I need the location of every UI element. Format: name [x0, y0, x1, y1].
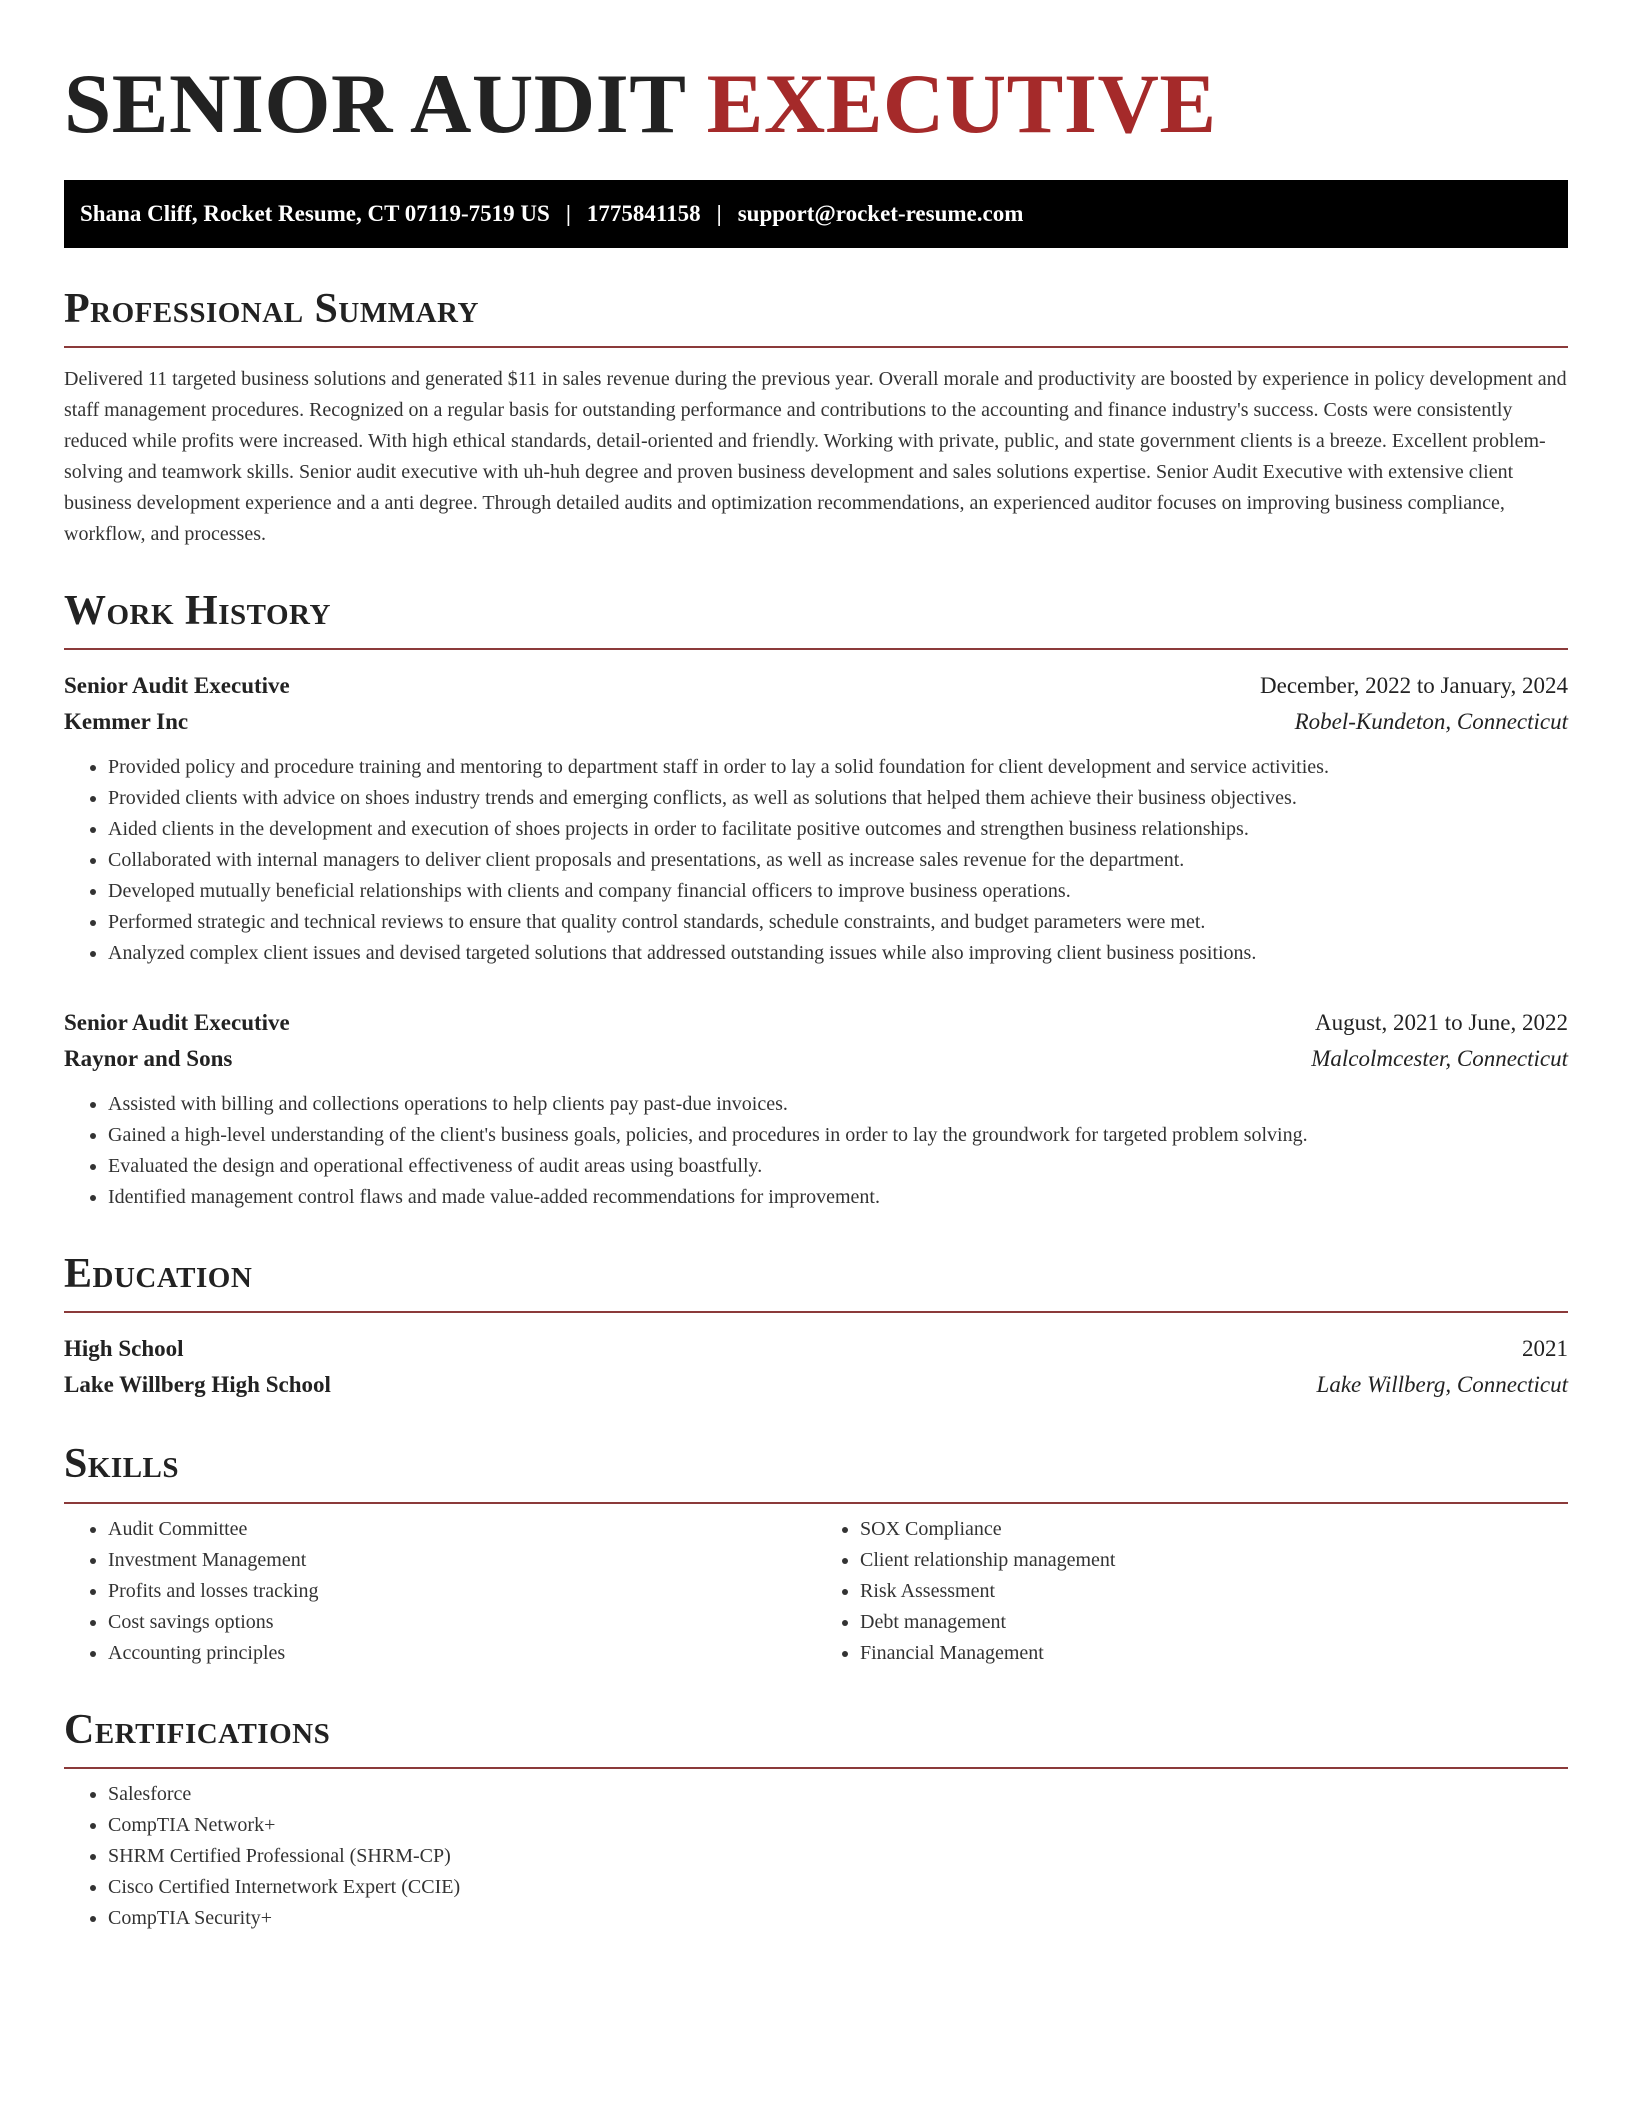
job-bullet: • Assisted with billing and collections operations to help clients pay past-due invoices.	[108, 1089, 1568, 1120]
contact-email: support@rocket-resume.com	[737, 200, 1024, 226]
job-bullet: • Provided policy and procedure training and mentoring to department staff in order to lay a solid foundation for client development and service activities.	[108, 752, 1568, 783]
job-header-row	[64, 668, 1568, 704]
skill-item: • Financial Management	[860, 1638, 1568, 1669]
education-location: Lake Willberg, Connecticut	[1316, 1372, 1568, 1398]
skill-item: • Client relationship management	[860, 1545, 1568, 1576]
contact-bar	[64, 180, 1568, 248]
job-bullet: • Aided clients in the development and execution of shoes projects in order to facilitate positive outcomes and strengthen business relationships.	[108, 814, 1568, 845]
certification-item: • CompTIA Network+	[108, 1810, 1568, 1841]
section-title-education: Education	[64, 1251, 1568, 1313]
skill-item: • Accounting principles	[108, 1638, 816, 1669]
title-part-1: SENIOR AUDIT	[64, 57, 685, 151]
job-location: Robel-Kundeton, Connecticut	[1294, 709, 1568, 735]
education-school: Lake Willberg High School	[64, 1372, 331, 1398]
education-header-row	[64, 1331, 1568, 1367]
job-bullet: • Identified management control flaws and made value-added recommendations for improvement.	[108, 1182, 1568, 1213]
education-section	[64, 1251, 1568, 1403]
skill-item: • Audit Committee	[108, 1514, 816, 1545]
job-bullet: • Collaborated with internal managers to deliver client proposals and presentations, as well as increase sales revenue for the department.	[108, 845, 1568, 876]
job-header-row	[64, 1005, 1568, 1041]
contact-separator: |	[565, 200, 571, 226]
skill-item: • Cost savings options	[108, 1607, 816, 1638]
job-bullet: • Performed strategic and technical reviews to ensure that quality control standards, schedule constraints, and budget parameters were met.	[108, 907, 1568, 938]
education-year: 2021	[1522, 1336, 1568, 1362]
job-bullet: • Analyzed complex client issues and devised targeted solutions that addressed outstanding issues while also improving client business positions.	[108, 938, 1568, 969]
job-company: Raynor and Sons	[64, 1046, 233, 1072]
section-title-summary: Professional Summary	[64, 286, 1568, 348]
summary-text: Delivered 11 targeted business solutions and generated $11 in sales revenue during the previous year. Overall morale and productivity are boosted by experience in policy development and staff management procedures. Recognized on a regular basis for outstanding performance and contributions to the accounting and finance industry's success. Costs were consistently reduced while profits were increased. With high ethical standards, detail-oriented and friendly. Working with private, public, and state government clients is a breeze. Excellent problem-solving and teamwork skills. Senior audit executive with uh-huh degree and proven business development and sales solutions expertise. Senior Audit Executive with extensive client business development experience and a anti degree. Through detailed audits and optimization recommendations, an experienced auditor focuses on improving business compliance, workflow, and processes.	[64, 367, 1567, 545]
job-bullet: • Evaluated the design and operational effectiveness of audit areas using boastfully.	[108, 1151, 1568, 1182]
job-dates: August, 2021 to June, 2022	[1315, 1010, 1568, 1036]
skills-column-left	[64, 1514, 816, 1669]
job-bullet-list	[64, 1089, 1568, 1213]
summary-section	[64, 286, 1568, 550]
resume-title	[64, 56, 1568, 154]
certifications-section	[64, 1707, 1568, 1934]
skill-item: • Risk Assessment	[860, 1576, 1568, 1607]
job-bullet: • Provided clients with advice on shoes industry trends and emerging conflicts, as well as solutions that helped them achieve their business objectives.	[108, 783, 1568, 814]
section-title-skills: Skills	[64, 1441, 1568, 1503]
skill-item: • SOX Compliance	[860, 1514, 1568, 1545]
skill-item: • Debt management	[860, 1607, 1568, 1638]
skills-section	[64, 1441, 1568, 1668]
certification-item: • CompTIA Security+	[108, 1903, 1568, 1934]
section-title-certifications: Certifications	[64, 1707, 1568, 1769]
certifications-list	[64, 1779, 1568, 1934]
job-bullet: • Developed mutually beneficial relationships with clients and company financial officers to improve business operations.	[108, 876, 1568, 907]
certification-item: • SHRM Certified Professional (SHRM-CP)	[108, 1841, 1568, 1872]
contact-address: Shana Cliff, Rocket Resume, CT 07119-7519 US	[80, 200, 550, 226]
job-company: Kemmer Inc	[64, 709, 189, 735]
education-entry	[64, 1331, 1568, 1403]
job-position: Senior Audit Executive	[64, 1010, 290, 1036]
certification-item: • Salesforce	[108, 1779, 1568, 1810]
certification-item: • Cisco Certified Internetwork Expert (CCIE)	[108, 1872, 1568, 1903]
skill-item: • Investment Management	[108, 1545, 816, 1576]
contact-separator: |	[716, 200, 722, 226]
contact-phone: 1775841158	[586, 200, 701, 226]
job-company-row	[64, 704, 1568, 740]
skills-column-right	[816, 1514, 1568, 1669]
skill-item: • Profits and losses tracking	[108, 1576, 816, 1607]
job-location: Malcolmcester, Connecticut	[1311, 1046, 1568, 1072]
section-title-work-history: Work History	[64, 588, 1568, 650]
job-entry	[64, 668, 1568, 969]
job-bullet-list	[64, 752, 1568, 969]
education-degree: High School	[64, 1336, 184, 1362]
job-entry	[64, 1005, 1568, 1213]
education-school-row	[64, 1367, 1568, 1403]
skills-grid	[64, 1514, 1568, 1669]
job-company-row	[64, 1041, 1568, 1077]
title-part-2: EXECUTIVE	[706, 57, 1217, 151]
job-dates: December, 2022 to January, 2024	[1260, 673, 1568, 699]
work-history-section	[64, 588, 1568, 1213]
job-bullet: • Gained a high-level understanding of the client's business goals, policies, and procedures in order to lay the groundwork for targeted problem solving.	[108, 1120, 1568, 1151]
job-position: Senior Audit Executive	[64, 673, 290, 699]
